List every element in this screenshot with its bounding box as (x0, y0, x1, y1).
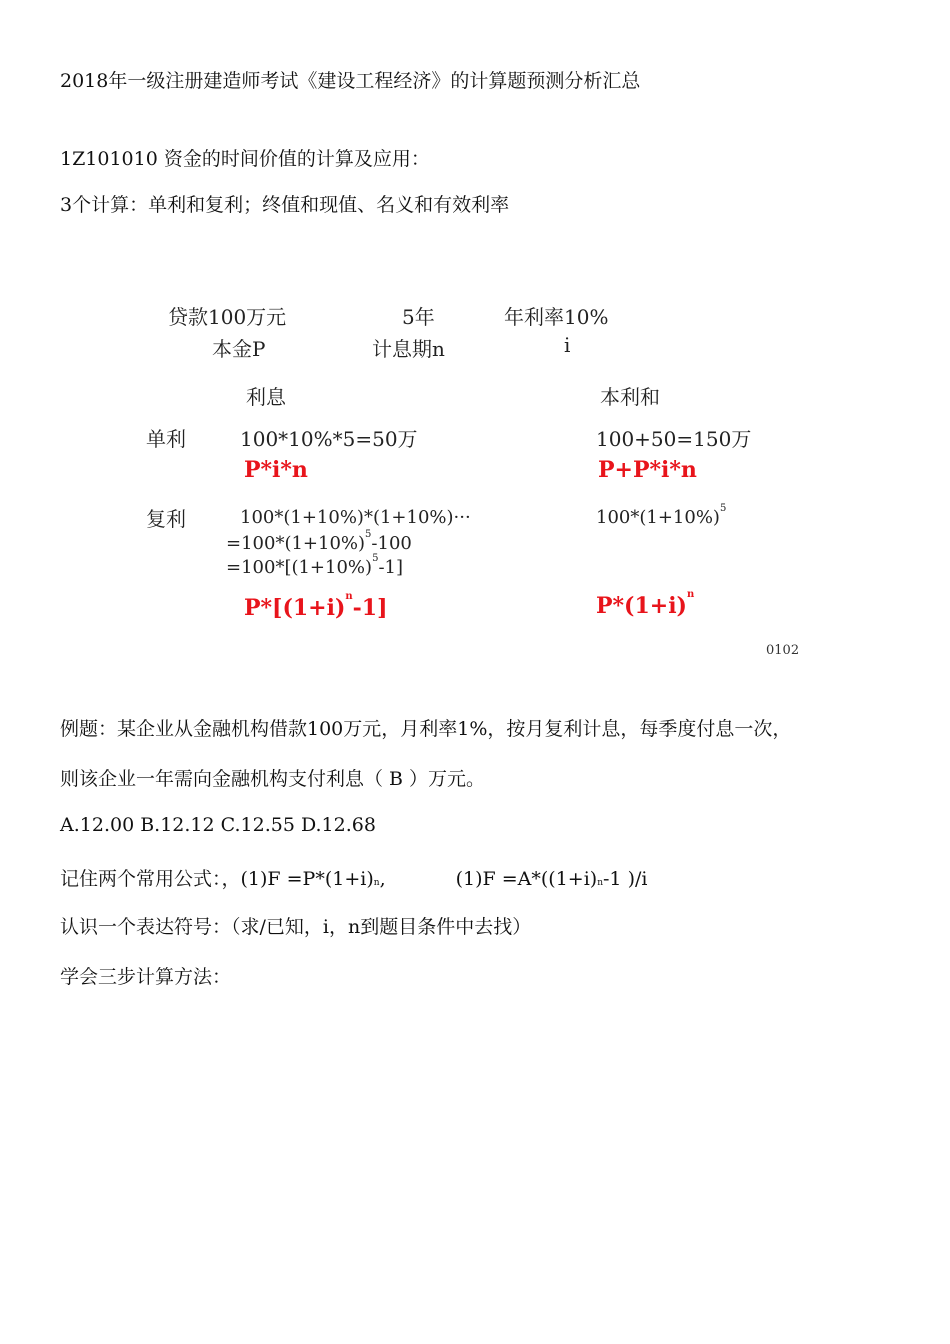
compound-total-formula: $P*(1+i)^n$ (596, 589, 695, 619)
section-heading: 1Z101010 资金的时间价值的计算及应用： (60, 148, 430, 170)
symbol-line: 认识一个表达符号：（求/已知，i，n到题目条件中去找） (60, 916, 532, 938)
simple-total-formula: P+P*i*n (598, 457, 697, 483)
interest-figure (140, 295, 820, 665)
steps-line: 学会三步计算方法： (60, 966, 232, 988)
compound-calc-line2: $=100*(1+10\%)^5-100$ (226, 529, 412, 554)
simple-row-label: 单利 (146, 427, 186, 451)
example-line-2: 则该企业一年需向金融机构支付利息（ B ）万元。 (60, 768, 486, 790)
years-label: 5年 (402, 305, 435, 329)
simple-interest-calc: 100*10%*5=50万 (240, 427, 418, 451)
example-line-1: 例题：某企业从金融机构借款100万元，月利率1%，按月复利计息，每季度付息一次， (60, 718, 792, 740)
principal-label: 本金P (212, 337, 266, 361)
formula-line: 记住两个常用公式：，(1)F =P*(1+i)n, (1)F =A*((1+i)n-1 )/i (60, 868, 648, 890)
period-label: 计息期n (372, 337, 445, 361)
compound-calc-line3: $=100*[(1+10\%)^5-1]$ (226, 553, 403, 578)
simple-interest-formula: P*i*n (244, 457, 308, 483)
figure-code: 0102 (766, 643, 800, 658)
loan-label: 贷款100万元 (168, 305, 287, 329)
compound-row-label: 复利 (146, 507, 186, 531)
intro-text: 3个计算：单利和复利；终值和现值、名义和有效利率 (60, 194, 510, 216)
answer-options: A.12.00 B.12.12 C.12.55 D.12.68 (60, 814, 376, 836)
total-column-header: 本利和 (600, 385, 660, 409)
interest-column-header: 利息 (246, 385, 286, 409)
compound-total-calc: $100*(1+10\%)^5$ (596, 503, 727, 528)
compound-calc-line1: 100*(1+10%)*(1+10%)··· (240, 507, 471, 528)
simple-total-calc: 100+50=150万 (596, 427, 752, 451)
i-label: i (564, 333, 571, 357)
compound-interest-formula: $P*[(1+i)^n-1]$ (244, 591, 388, 621)
page-title: 2018年一级注册建造师考试《建设工程经济》的计算题预测分析汇总 (60, 70, 641, 92)
rate-label: 年利率10% (504, 305, 609, 329)
